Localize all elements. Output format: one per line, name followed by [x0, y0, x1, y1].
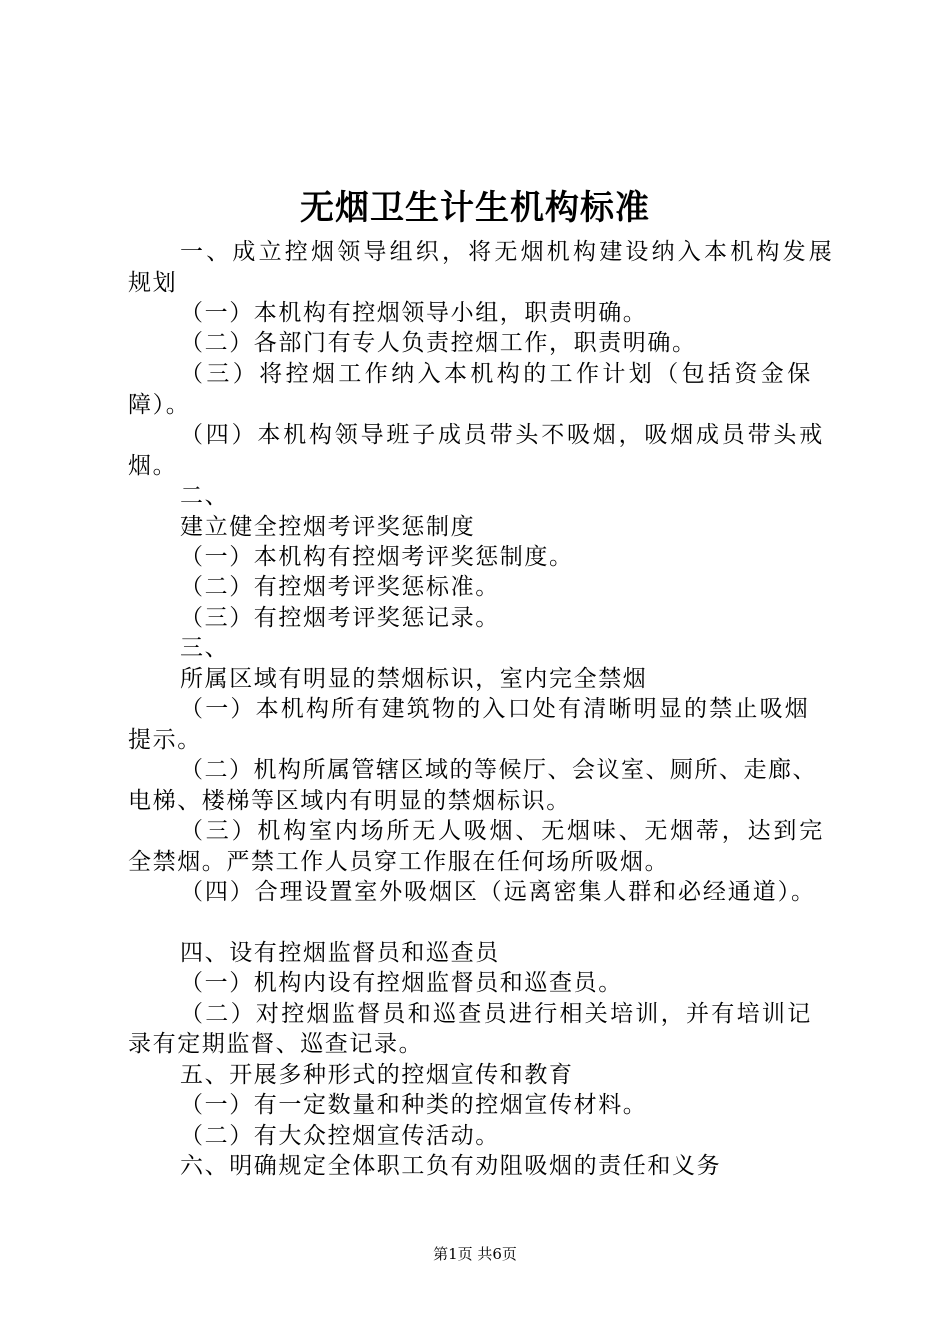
document-title: 无烟卫生计生机构标准 — [300, 188, 650, 228]
item-1-2: （二）各部门有专人负责控烟工作，职责明确。 — [180, 330, 697, 356]
section-3-number: 三、 — [180, 635, 230, 661]
item-3-1-cont: 提示。 — [128, 727, 202, 753]
item-4-2: （二）对控烟监督员和巡查员进行相关培训，并有培训记 — [180, 1001, 813, 1027]
section-6-heading: 六、明确规定全体职工负有劝阻吸烟的责任和义务 — [180, 1153, 722, 1179]
section-1-heading: 一、成立控烟领导组织，将无烟机构建设纳入本机构发展 — [180, 239, 835, 265]
item-5-1: （一）有一定数量和种类的控烟宣传材料。 — [180, 1092, 648, 1118]
page-footer: 第1页 共6页 — [433, 1245, 517, 1263]
item-3-4: （四）合理设置室外吸烟区（远离密集人群和必经通道）。 — [180, 879, 816, 905]
section-2-heading: 建立健全控烟考评奖惩制度 — [180, 514, 476, 540]
item-3-3-cont: 全禁烟。严禁工作人员穿工作服在任何场所吸烟。 — [128, 849, 670, 875]
item-3-3: （三）机构室内场所无人吸烟、无烟味、无烟蒂，达到完 — [180, 818, 825, 844]
item-2-3: （三）有控烟考评奖惩记录。 — [180, 605, 500, 631]
section-5-heading: 五、开展多种形式的控烟宣传和教育 — [180, 1062, 574, 1088]
item-1-3-cont: 障）。 — [128, 392, 191, 418]
section-3-heading: 所属区域有明显的禁烟标识，室内完全禁烟 — [180, 666, 648, 692]
item-1-3: （三）将控烟工作纳入本机构的工作计划（包括资金保 — [180, 361, 814, 387]
item-5-2: （二）有大众控烟宣传活动。 — [180, 1123, 500, 1149]
item-1-1: （一）本机构有控烟领导小组，职责明确。 — [180, 300, 648, 326]
item-3-2-cont: 电梯、楼梯等区域内有明显的禁烟标识。 — [128, 788, 571, 814]
item-2-2: （二）有控烟考评奖惩标准。 — [180, 574, 500, 600]
item-2-1: （一）本机构有控烟考评奖惩制度。 — [180, 544, 574, 570]
item-4-2-cont: 录有定期监督、巡查记录。 — [128, 1031, 424, 1057]
item-3-2: （二）机构所属管辖区域的等候厅、会议室、厕所、走廊、 — [180, 757, 817, 783]
section-2-number: 二、 — [180, 483, 230, 509]
section-4-heading: 四、设有控烟监督员和巡查员 — [180, 940, 500, 966]
item-3-1: （一）本机构所有建筑物的入口处有清晰明显的禁止吸烟 — [180, 696, 810, 722]
section-1-heading-cont: 规划 — [128, 270, 178, 296]
item-1-4: （四）本机构领导班子成员带头不吸烟，吸烟成员带头戒 — [180, 422, 825, 448]
item-4-1: （一）机构内设有控烟监督员和巡查员。 — [180, 970, 623, 996]
item-1-4-cont: 烟。 — [128, 453, 178, 479]
